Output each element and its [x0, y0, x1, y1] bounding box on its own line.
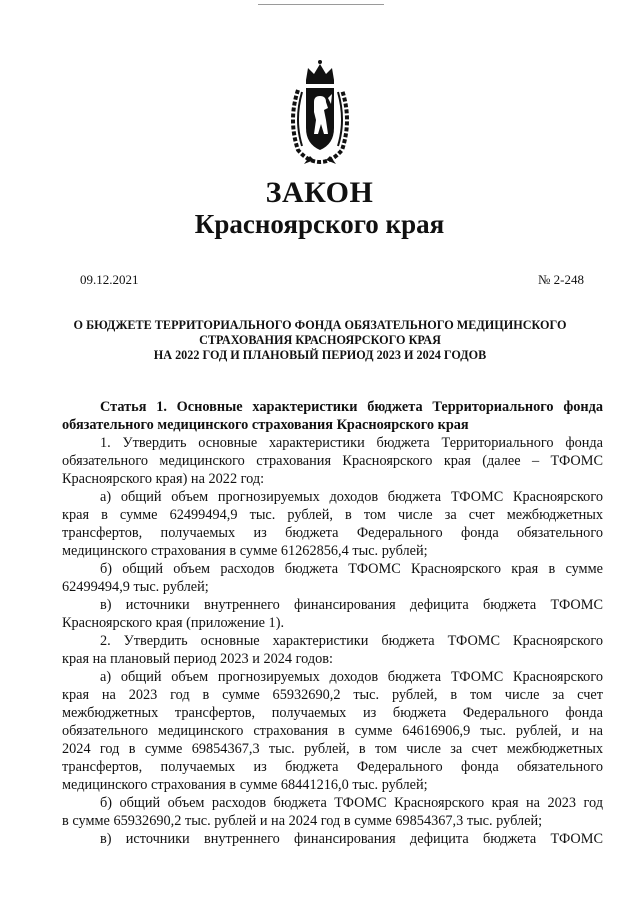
paragraph-line: а) общий объем прогнозируемых доходов бюджета ТФОМС Красноярского — [100, 489, 603, 505]
paragraph-line: 1. Утвердить основные характеристики бюджета Территориального фонда — [100, 435, 603, 451]
paragraph-line: 62499494,9 тыс. рублей; — [62, 579, 209, 595]
document-heading-line: О БЮДЖЕТЕ ТЕРРИТОРИАЛЬНОГО ФОНДА ОБЯЗАТЕЛЬНОГО МЕДИЦИНСКОГО — [73, 318, 567, 332]
paragraph-line: края на 2023 год в сумме 65932690,2 тыс. рублей, в том числе за счет — [62, 687, 603, 703]
law-subtitle: Красноярского края — [194, 209, 445, 239]
paragraph-line: 2. Утвердить основные характеристики бюджета ТФОМС Красноярского — [100, 633, 603, 649]
article-heading-line: обязательного медицинского страхования Красноярского края — [62, 417, 469, 433]
article-heading-line: Статья 1. Основные характеристики бюджета Территориального фонда — [100, 399, 603, 415]
paragraph-line: 2024 год в сумме 69854367,3 тыс. рублей, в том числе за счет межбюджетных — [62, 741, 603, 757]
paragraph-line: в) источники внутреннего финансирования дефицита бюджета ТФОМС — [100, 831, 603, 847]
paragraph-line: Красноярского края) на 2022 год: — [62, 471, 265, 487]
paragraph-line: межбюджетных трансфертов, получаемых из бюджета Федерального фонда — [62, 705, 603, 721]
paragraph-line: медицинского страхования в сумме 68441216,0 тыс. рублей; — [62, 777, 428, 793]
document-heading — [40, 318, 600, 363]
paragraph-line: б) общий объем расходов бюджета ТФОМС Красноярского края на 2023 год — [100, 795, 603, 811]
document-heading-line: НА 2022 ГОД И ПЛАНОВЫЙ ПЕРИОД 2023 И 2024 ГОДОВ — [153, 348, 487, 362]
paragraph-line: а) общий объем прогнозируемых доходов бюджета ТФОМС Красноярского — [100, 669, 603, 685]
paragraph-line: в) источники внутреннего финансирования дефицита бюджета ТФОМС — [100, 597, 603, 613]
article-1-text — [62, 434, 603, 848]
paragraph-line: обязательного медицинского страхования Красноярского края (далее – ТФОМС — [62, 453, 603, 469]
paragraph-line: края в сумме 62499494,9 тыс. рублей, в том числе за счет межбюджетных — [62, 507, 603, 523]
paragraph-line: медицинского страхования в сумме 61262856,4 тыс. рублей; — [62, 543, 428, 559]
paragraph-line: б) общий объем расходов бюджета ТФОМС Красноярского края в сумме — [100, 561, 603, 577]
law-title: ЗАКОН — [265, 176, 374, 209]
document-heading-line: СТРАХОВАНИЯ КРАСНОЯРСКОГО КРАЯ — [199, 333, 441, 347]
law-date: 09.12.2021 — [80, 272, 139, 287]
paragraph-line: в сумме 65932690,2 тыс. рублей и на 2024 год в сумме 69854367,3 тыс. рублей; — [62, 813, 543, 829]
krasnoyarsk-coat-of-arms-icon — [284, 58, 356, 166]
paragraph-line: Красноярского края (приложение 1). — [62, 615, 285, 631]
paragraph-line: обязательного медицинского страхования в сумме 64616906,9 тыс. рублей, и на — [62, 723, 603, 739]
top-rule — [258, 4, 384, 5]
article-1-heading — [62, 398, 603, 434]
document-body — [62, 398, 603, 848]
law-number: № 2-248 — [538, 272, 584, 287]
paragraph-line: трансфертов, получаемых из бюджета Федерального фонда обязательного — [62, 759, 603, 775]
paragraph-line: трансфертов, получаемых из бюджета Федерального фонда обязательного — [62, 525, 603, 541]
paragraph-line: края на плановый период 2023 и 2024 годов: — [62, 651, 334, 667]
